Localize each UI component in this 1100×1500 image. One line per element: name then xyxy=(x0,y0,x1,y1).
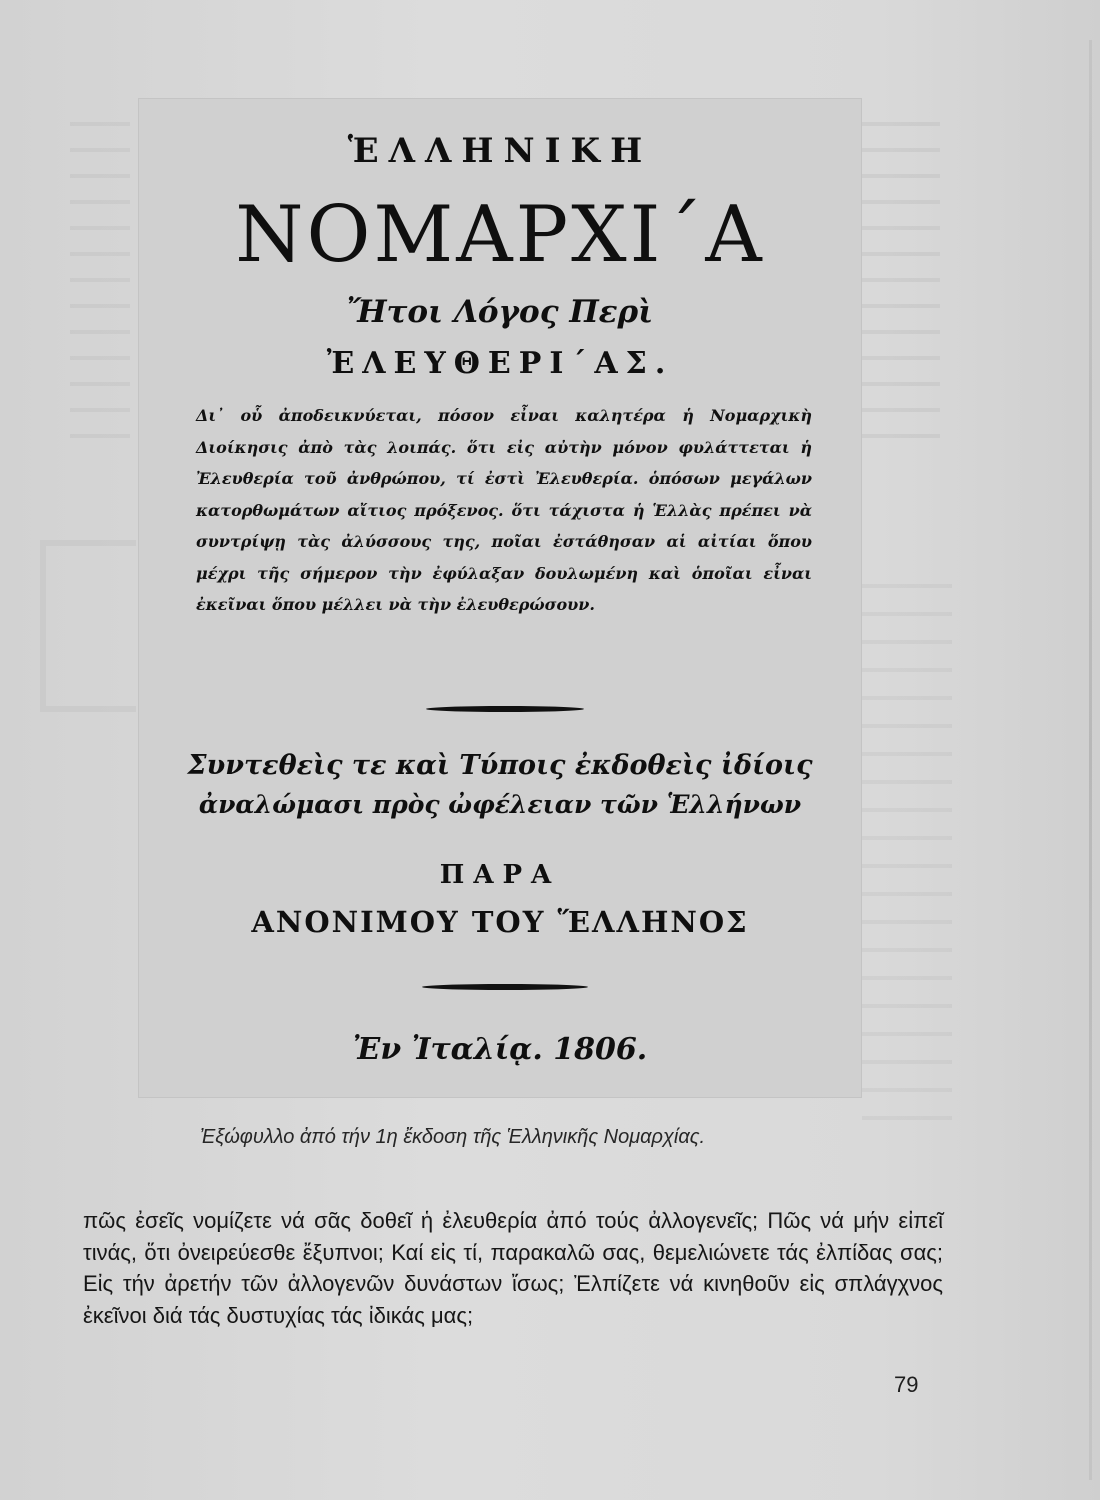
facsimile-subtitle-word: ἘΛΕΥΘΕΡΙ΄ΑΣ. xyxy=(326,346,674,381)
reverse-side-show-through xyxy=(70,100,130,460)
page-number: 79 xyxy=(894,1372,919,1397)
facsimile-place-date: Ἐν Ἰταλίᾳ. 1806. xyxy=(352,1032,648,1067)
facsimile-divider xyxy=(426,706,584,712)
page-edge xyxy=(1089,40,1092,1480)
facsimile-description: Δι᾽ οὗ ἀποδεικνύεται, πόσον εἶναι καλητέρα ἡ Νομαρχικὴ Διοίκησις ἀπὸ τὰς λοιπάς. ὅτι εἰς αὐτὴν μόνον φυλάττεται ἡ Ἐλευθερία τοῦ ἀνθρώπου, τί ἐστὶ Ἐλευθερία. ὁπόσων μεγάλων κατορθωμάτων αἴτιος πρόξενος. ὅτι τάχιστα ἡ Ἑλλὰς πρέπει νὰ συντρίψῃ τὰς ἀλύσσους της, ποῖαι ἐστάθησαν αἱ αἰτίαι ὅπου μέχρι τῆς σήμερον τὴν ἐφύλαξαν δουλωμένη καὶ ὁποῖαι εἶναι ἐκεῖναι ὅπου μέλλει νὰ τὴν ἐλευθερώσουν. xyxy=(196,406,812,614)
facsimile-title-line: ἙΛΛΗΝΙΚΗ xyxy=(347,131,653,171)
figure-caption: Ἐξώφυλλο ἀπό τήν 1η ἔκδοση τῆς Ἑλληνικῆς Νομαρχίας. xyxy=(200,1126,706,1148)
body-paragraph: πῶς ἐσεῖς νομίζετε νά σᾶς δοθεῖ ἡ ἐλευθερία ἀπό τούς ἀλλογενεῖς; Πῶς νά μήν εἰπεῖ τινάς, ὅτι ὀνειρεύεσθε ἔξυπνοι; Καί εἰς τί, παρακαλῶ σας, θεμελιώνετε τάς ἐλπίδας σας; Εἰς τήν ἀρετήν τῶν ἀλλογενῶν δυνάστων ἴσως; Ἐλπίζετε νά κινηθοῦν εἰς σπλάγχνος ἐκεῖνοι διά τάς δυστυχίας τάς ἰδικάς μας; xyxy=(83,1208,943,1328)
facsimile-divider xyxy=(422,984,588,990)
facsimile-main-title: ΝΟΜΑΡΧΙ΄Α xyxy=(235,190,765,280)
reverse-side-show-through xyxy=(40,540,136,712)
facsimile-by-line: ΠΑΡΑ xyxy=(439,860,561,890)
facsimile-author-line: ΑΝΟΝΙΜΟΥ ΤΟΥ ἝΛΛΗΝΟΣ xyxy=(251,905,749,939)
facsimile-subtitle: Ἤτοι Λόγος Περὶ xyxy=(346,294,654,330)
reverse-side-show-through xyxy=(862,560,952,1120)
facsimile-publication-line: Συντεθεὶς τε καὶ Τύποις ἐκδοθεὶς ἰδίοις xyxy=(187,750,813,781)
reverse-side-show-through xyxy=(860,100,940,460)
title-page-facsimile xyxy=(138,98,862,1098)
facsimile-publication-line: ἀναλώμασι πρὸς ὠφέλειαν τῶν Ἑλλήνων xyxy=(198,790,802,819)
